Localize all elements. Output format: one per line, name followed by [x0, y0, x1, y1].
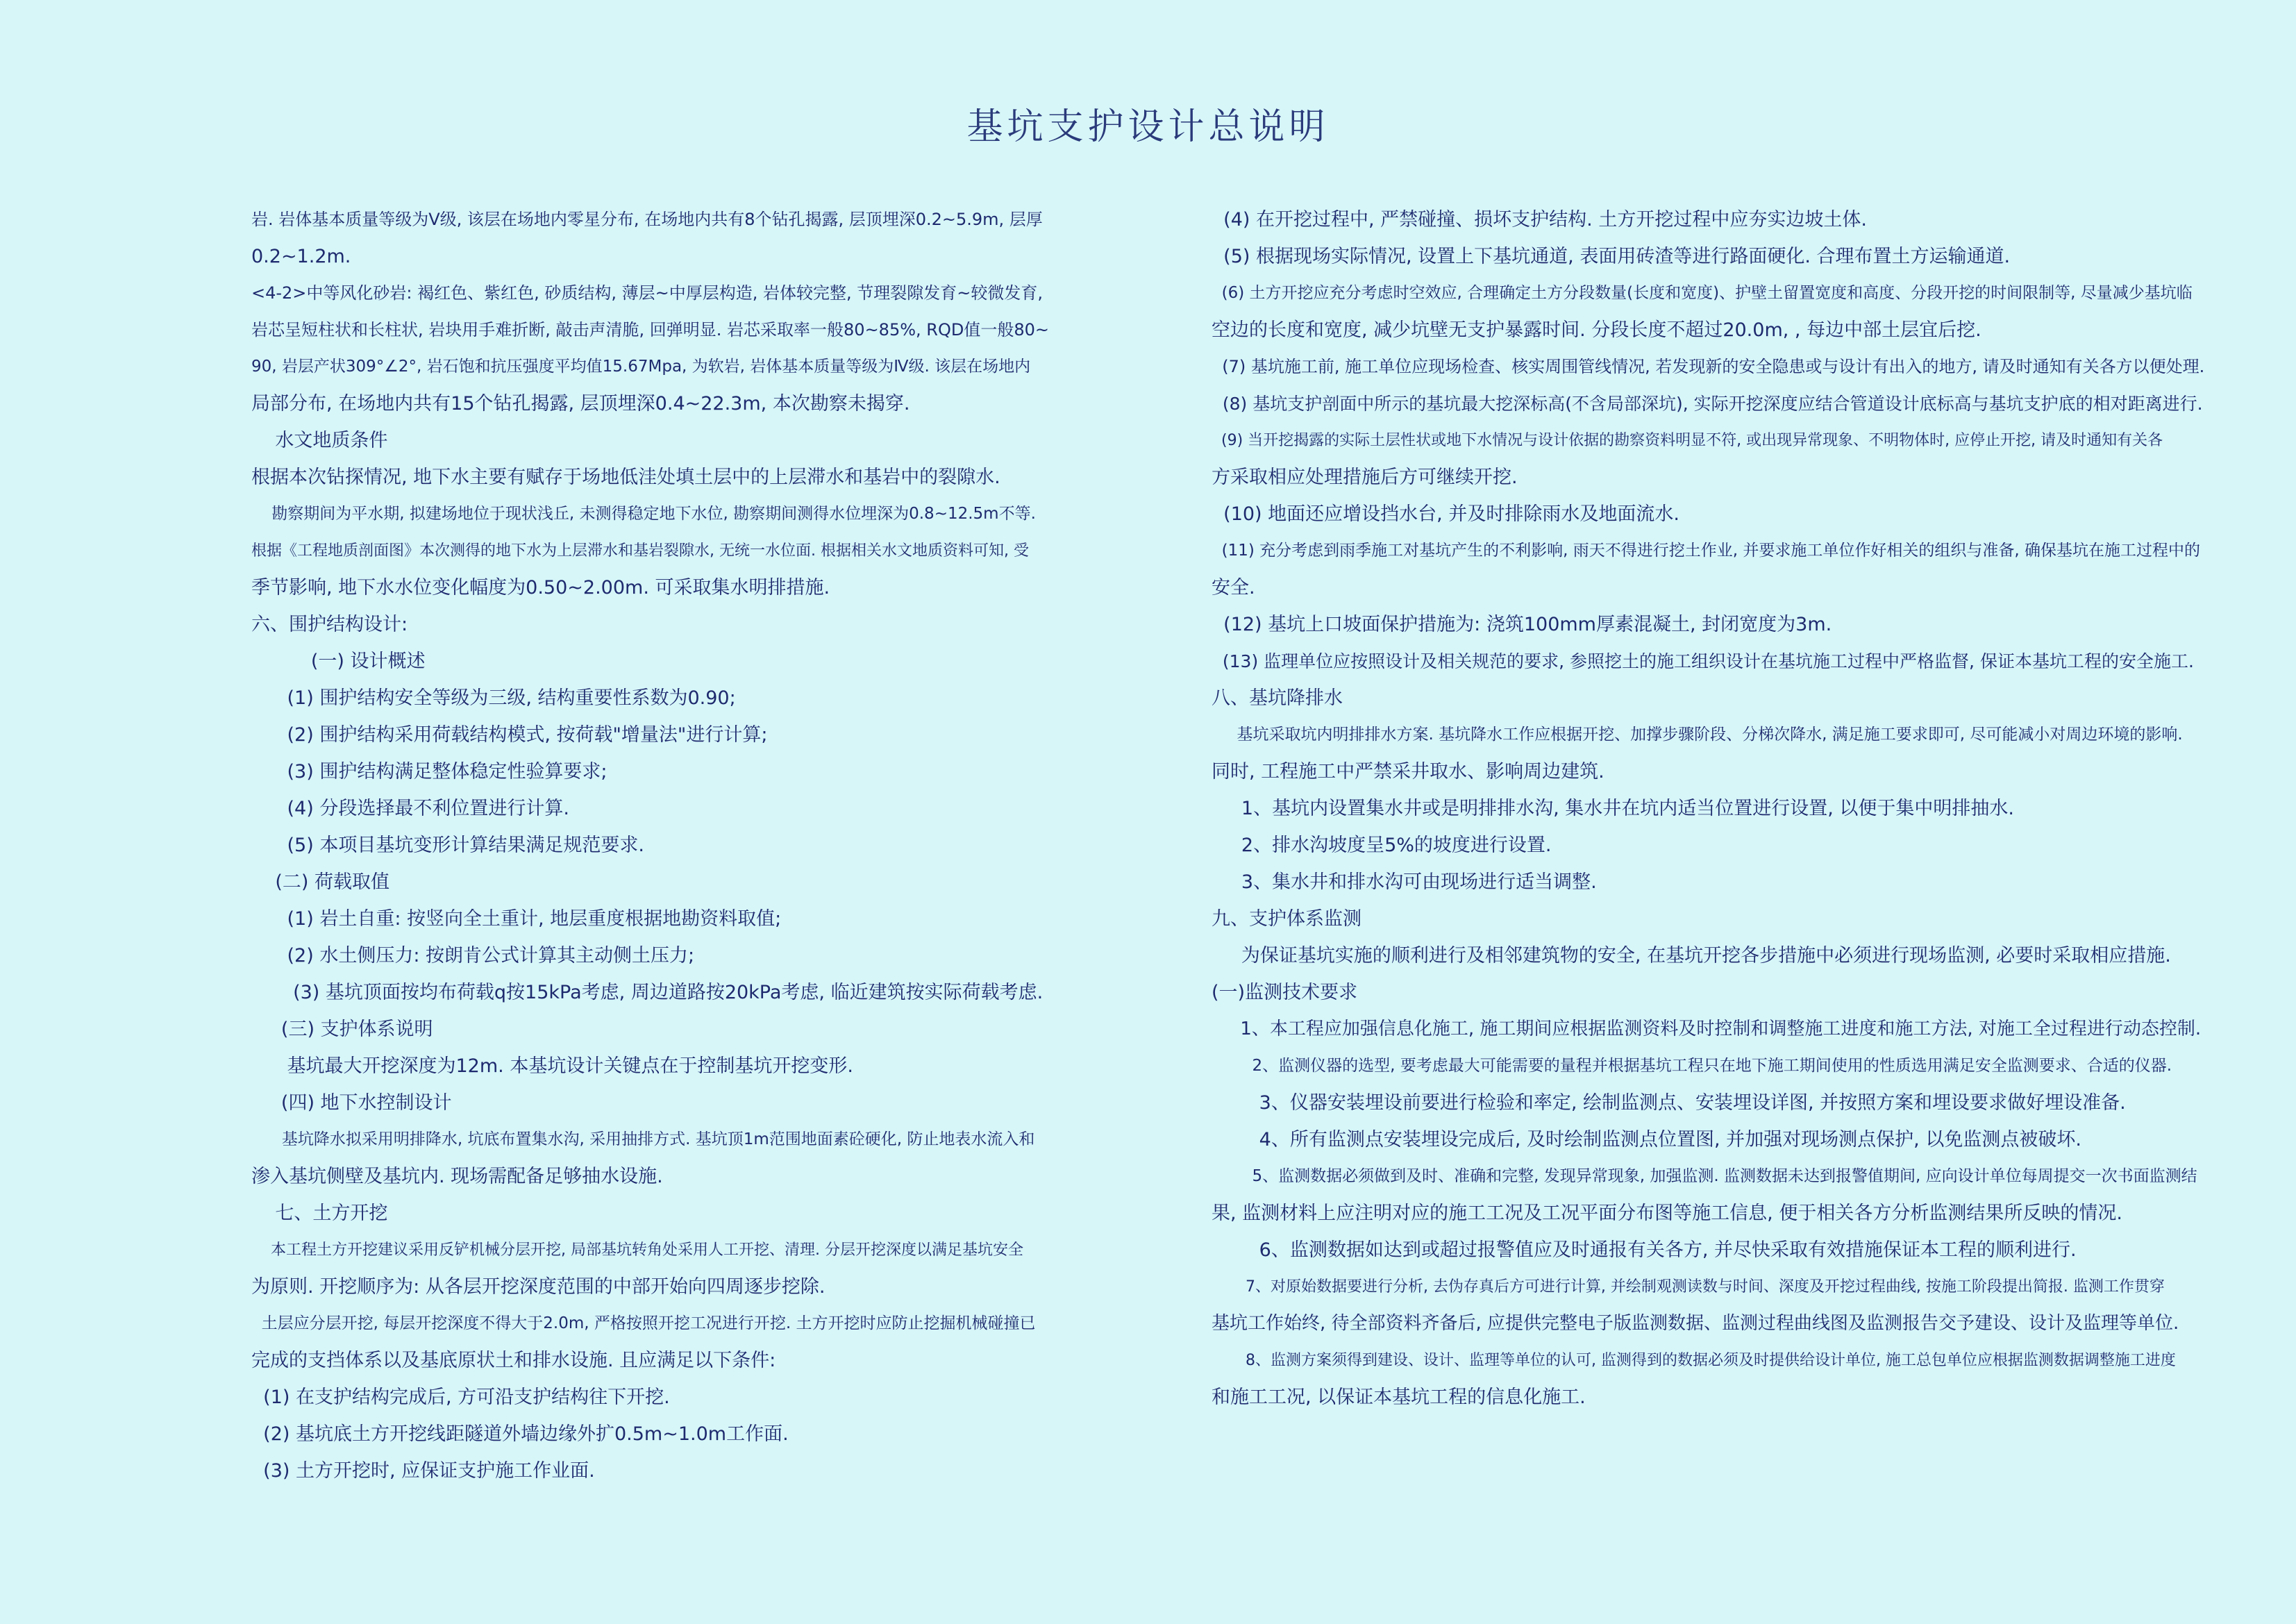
left-text-line: 为原则. 开挖顺序为: 从各层开挖深度范围的中部开始向四周逐步挖除.	[251, 1276, 826, 1298]
left-text-line: 本工程土方开挖建议采用反铲机械分层开挖, 局部基坑转角处采用人工开挖、清理. 分层开挖深度以满足基坑安全	[251, 1241, 1023, 1259]
right-column	[1212, 201, 2204, 1416]
left-text-line: (一) 设计概述	[251, 651, 426, 672]
left-text-line: 0.2~1.2m.	[251, 246, 351, 267]
right-text-line: 1、本工程应加强信息化施工, 施工期间应根据监测资料及时控制和调整施工进度和施工方法, 对施工全过程进行动态控制.	[1212, 1019, 2202, 1039]
left-text-line: 勘察期间为平水期, 拟建场地位于现状浅丘, 未测得稳定地下水位, 勘察期间测得水位埋深为0.8~12.5m不等.	[251, 505, 1036, 523]
left-text-line: (3) 基坑顶面按均布荷载q按15kPa考虑, 周边道路按20kPa考虑, 临近建筑按实际荷载考虑.	[251, 982, 1044, 1003]
left-text-line: (4) 分段选择最不利位置进行计算.	[251, 798, 569, 819]
left-text-line: (3) 围护结构满足整体稳定性验算要求;	[251, 761, 607, 782]
right-text-line: 8、监测方案须得到建设、设计、监理等单位的认可, 监测得到的数据必须及时提供给设计单位, 施工总包单位应根据监测数据调整施工进度	[1212, 1352, 2176, 1369]
right-text-line: (4) 在开挖过程中, 严禁碰撞、损坏支护结构. 土方开挖过程中应夯实边坡土体.	[1212, 209, 1867, 231]
left-text-line: 岩. 岩体基本质量等级为V级, 该层在场地内零星分布, 在场地内共有8个钻孔揭露, 层顶埋深0.2~5.9m, 层厚	[251, 210, 1043, 229]
page-title: 基坑支护设计总说明	[966, 106, 1330, 148]
right-text-line: 空边的长度和宽度, 减少坑壁无支护暴露时间. 分段长度不超过20.0m, , 每边中部土层宜后挖.	[1212, 319, 1981, 341]
right-text-line: (11) 充分考虑到雨季施工对基坑产生的不利影响, 雨天不得进行挖土作业, 并要求施工单位作好相关的组织与准备, 确保基坑在施工过程中的	[1212, 542, 2201, 560]
right-text-line: 基坑工作始终, 待全部资料齐备后, 应提供完整电子版监测数据、监测过程曲线图及监测报告交予建设、设计及监理等单位.	[1212, 1313, 2179, 1334]
left-text-line: 渗入基坑侧壁及基坑内. 现场需配备足够抽水设施.	[251, 1166, 663, 1187]
right-text-line: 3、集水井和排水沟可由现场进行适当调整.	[1212, 871, 1597, 893]
right-text-line: 7、对原始数据要进行分析, 去伪存真后方可进行计算, 并绘制观测读数与时间、深度及开挖过程曲线, 按施工阶段提出简报. 监测工作贯穿	[1212, 1278, 2165, 1296]
left-text-line: (1) 围护结构安全等级为三级, 结构重要性系数为0.90;	[251, 687, 736, 709]
right-text-line: 同时, 工程施工中严禁采井取水、影响周边建筑.	[1212, 761, 1604, 782]
right-text-line: 4、所有监测点安装埋设完成后, 及时绘制监测点位置图, 并加强对现场测点保护, 以免监测点被破坏.	[1212, 1129, 2081, 1150]
right-text-line: 基坑采取坑内明排排水方案. 基坑降水工作应根据开挖、加撑步骤阶段、分梯次降水, 满足施工要求即可, 尽可能减小对周边环境的影响.	[1212, 726, 2183, 744]
left-text-line: 七、土方开挖	[251, 1203, 388, 1224]
right-text-line: (8) 基坑支护剖面中所示的基坑最大挖深标高(不含局部深坑), 实际开挖深度应结合管道设计底标高与基坑支护底的相对距离进行.	[1212, 394, 2203, 414]
left-text-line: 完成的支挡体系以及基底原状土和排水设施. 且应满足以下条件:	[251, 1350, 776, 1371]
right-text-line: 6、监测数据如达到或超过报警值应及时通报有关各方, 并尽快采取有效措施保证本工程的顺利进行.	[1212, 1239, 2077, 1261]
left-text-line: 根据《工程地质剖面图》本次测得的地下水为上层滞水和基岩裂隙水, 无统一水位面. 根据相关水文地质资料可知, 受	[251, 542, 1029, 560]
left-text-line: (2) 围护结构采用荷载结构模式, 按荷载"增量法"进行计算;	[251, 724, 768, 746]
left-text-line: 土层应分层开挖, 每层开挖深度不得大于2.0m, 严格按照开挖工况进行开挖. 土方开挖时应防止挖掘机械碰撞已	[251, 1314, 1036, 1332]
right-text-line: 九、支护体系监测	[1212, 908, 1361, 930]
right-text-line: 1、基坑内设置集水井或是明排排水沟, 集水井在坑内适当位置进行设置, 以便于集中明排抽水.	[1212, 798, 2015, 819]
left-text-line: 局部分布, 在场地内共有15个钻孔揭露, 层顶埋深0.4~22.3m, 本次勘察未揭穿.	[251, 393, 910, 415]
right-text-line: (7) 基坑施工前, 施工单位应现场检查、核实周围管线情况, 若发现新的安全隐患或与设计有出入的地方, 请及时通知有关各方以便处理.	[1212, 357, 2205, 376]
right-text-line: (10) 地面还应增设挡水台, 并及时排除雨水及地面流水.	[1212, 503, 1679, 525]
right-text-line: (5) 根据现场实际情况, 设置上下基坑通道, 表面用砖渣等进行路面硬化. 合理布置土方运输通道.	[1212, 246, 2011, 267]
left-text-line: (5) 本项目基坑变形计算结果满足规范要求.	[251, 835, 644, 856]
right-text-line: 方采取相应处理措施后方可继续开挖.	[1212, 467, 1518, 488]
right-text-line: (9) 当开挖揭露的实际土层性状或地下水情况与设计依据的勘察资料明显不符, 或出现异常现象、不明物体时, 应停止开挖, 请及时通知有关各	[1212, 432, 2163, 449]
left-text-line: 水文地质条件	[251, 430, 388, 451]
left-text-line: 六、围护结构设计:	[251, 614, 408, 635]
left-text-line: 基坑降水拟采用明排降水, 坑底布置集水沟, 采用抽排方式. 基坑顶1m范围地面素砼硬化, 防止地表水流入和	[251, 1130, 1035, 1148]
left-text-line: (2) 水土侧压力: 按朗肯公式计算其主动侧土压力;	[251, 945, 695, 966]
left-text-line: 基坑最大开挖深度为12m. 本基坑设计关键点在于控制基坑开挖变形.	[251, 1055, 853, 1077]
left-text-line: (2) 基坑底土方开挖线距隧道外墙边缘外扩0.5m~1.0m工作面.	[251, 1423, 789, 1445]
left-text-line: (三) 支护体系说明	[251, 1019, 433, 1040]
left-text-line: 90, 岩层产状309°∠2°, 岩石饱和抗压强度平均值15.67Mpa, 为软岩, 岩体基本质量等级为Ⅳ级. 该层在场地内	[251, 358, 1031, 376]
left-column	[251, 201, 1050, 1489]
right-text-line: 八、基坑降排水	[1212, 687, 1343, 709]
left-text-line: <4-2>中等风化砂岩: 褐红色、紫红色, 砂质结构, 薄层~中厚层构造, 岩体较完整, 节理裂隙发育~较微发育,	[251, 283, 1044, 303]
right-text-line: (13) 监理单位应按照设计及相关规范的要求, 参照挖土的施工组织设计在基坑施工过程中严格监督, 保证本基坑工程的安全施工.	[1212, 651, 2194, 671]
left-text-line: (3) 土方开挖时, 应保证支护施工作业面.	[251, 1460, 595, 1482]
left-text-line: 岩芯呈短柱状和长柱状, 岩块用手难折断, 敲击声清脆, 回弹明显. 岩芯采取率一般80~85%, RQD值一般80~	[251, 320, 1049, 340]
left-text-line: (1) 在支护结构完成后, 方可沿支护结构往下开挖.	[251, 1387, 670, 1408]
left-text-line: 季节影响, 地下水水位变化幅度为0.50~2.00m. 可采取集水明排措施.	[251, 577, 830, 598]
right-text-line: 3、仪器安装埋设前要进行检验和率定, 绘制监测点、安装埋设详图, 并按照方案和埋设要求做好埋设准备.	[1212, 1092, 2126, 1114]
right-text-line: 2、排水沟坡度呈5%的坡度进行设置.	[1212, 835, 1552, 856]
right-text-line: 2、监测仪器的选型, 要考虑最大可能需要的量程并根据基坑工程只在地下施工期间使用的性质选用满足安全监测要求、合适的仪器.	[1212, 1057, 2172, 1075]
left-text-line: (四) 地下水控制设计	[251, 1092, 452, 1114]
left-text-line: 根据本次钻探情况, 地下水主要有赋存于场地低洼处填土层中的上层滞水和基岩中的裂隙水.	[251, 467, 1000, 488]
left-text-line: (二) 荷载取值	[251, 871, 389, 893]
right-text-line: (12) 基坑上口坡面保护措施为: 浇筑100mm厚素混凝土, 封闭宽度为3m.	[1212, 614, 1832, 635]
right-text-line: 和施工工况, 以保证本基坑工程的信息化施工.	[1212, 1387, 1586, 1408]
right-text-line: 5、监测数据必须做到及时、准确和完整, 发现异常现象, 加强监测. 监测数据未达到报警值期间, 应向设计单位每周提交一次书面监测结	[1212, 1167, 2197, 1185]
right-text-line: (6) 土方开挖应充分考虑时空效应, 合理确定土方分段数量(长度和宽度)、护壁土留置宽度和高度、分段开挖的时间限制等, 尽量减少基坑临	[1212, 284, 2193, 302]
left-text-line: (1) 岩土自重: 按竖向全土重计, 地层重度根据地勘资料取值;	[251, 908, 782, 930]
right-text-line: (一)监测技术要求	[1212, 982, 1358, 1003]
right-text-line: 安全.	[1212, 577, 1255, 598]
right-text-line: 果, 监测材料上应注明对应的施工工况及工况平面分布图等施工信息, 便于相关各方分析监测结果所反映的情况.	[1212, 1203, 2122, 1224]
right-text-line: 为保证基坑实施的顺利进行及相邻建筑物的安全, 在基坑开挖各步措施中必须进行现场监测, 必要时采取相应措施.	[1212, 945, 2171, 966]
